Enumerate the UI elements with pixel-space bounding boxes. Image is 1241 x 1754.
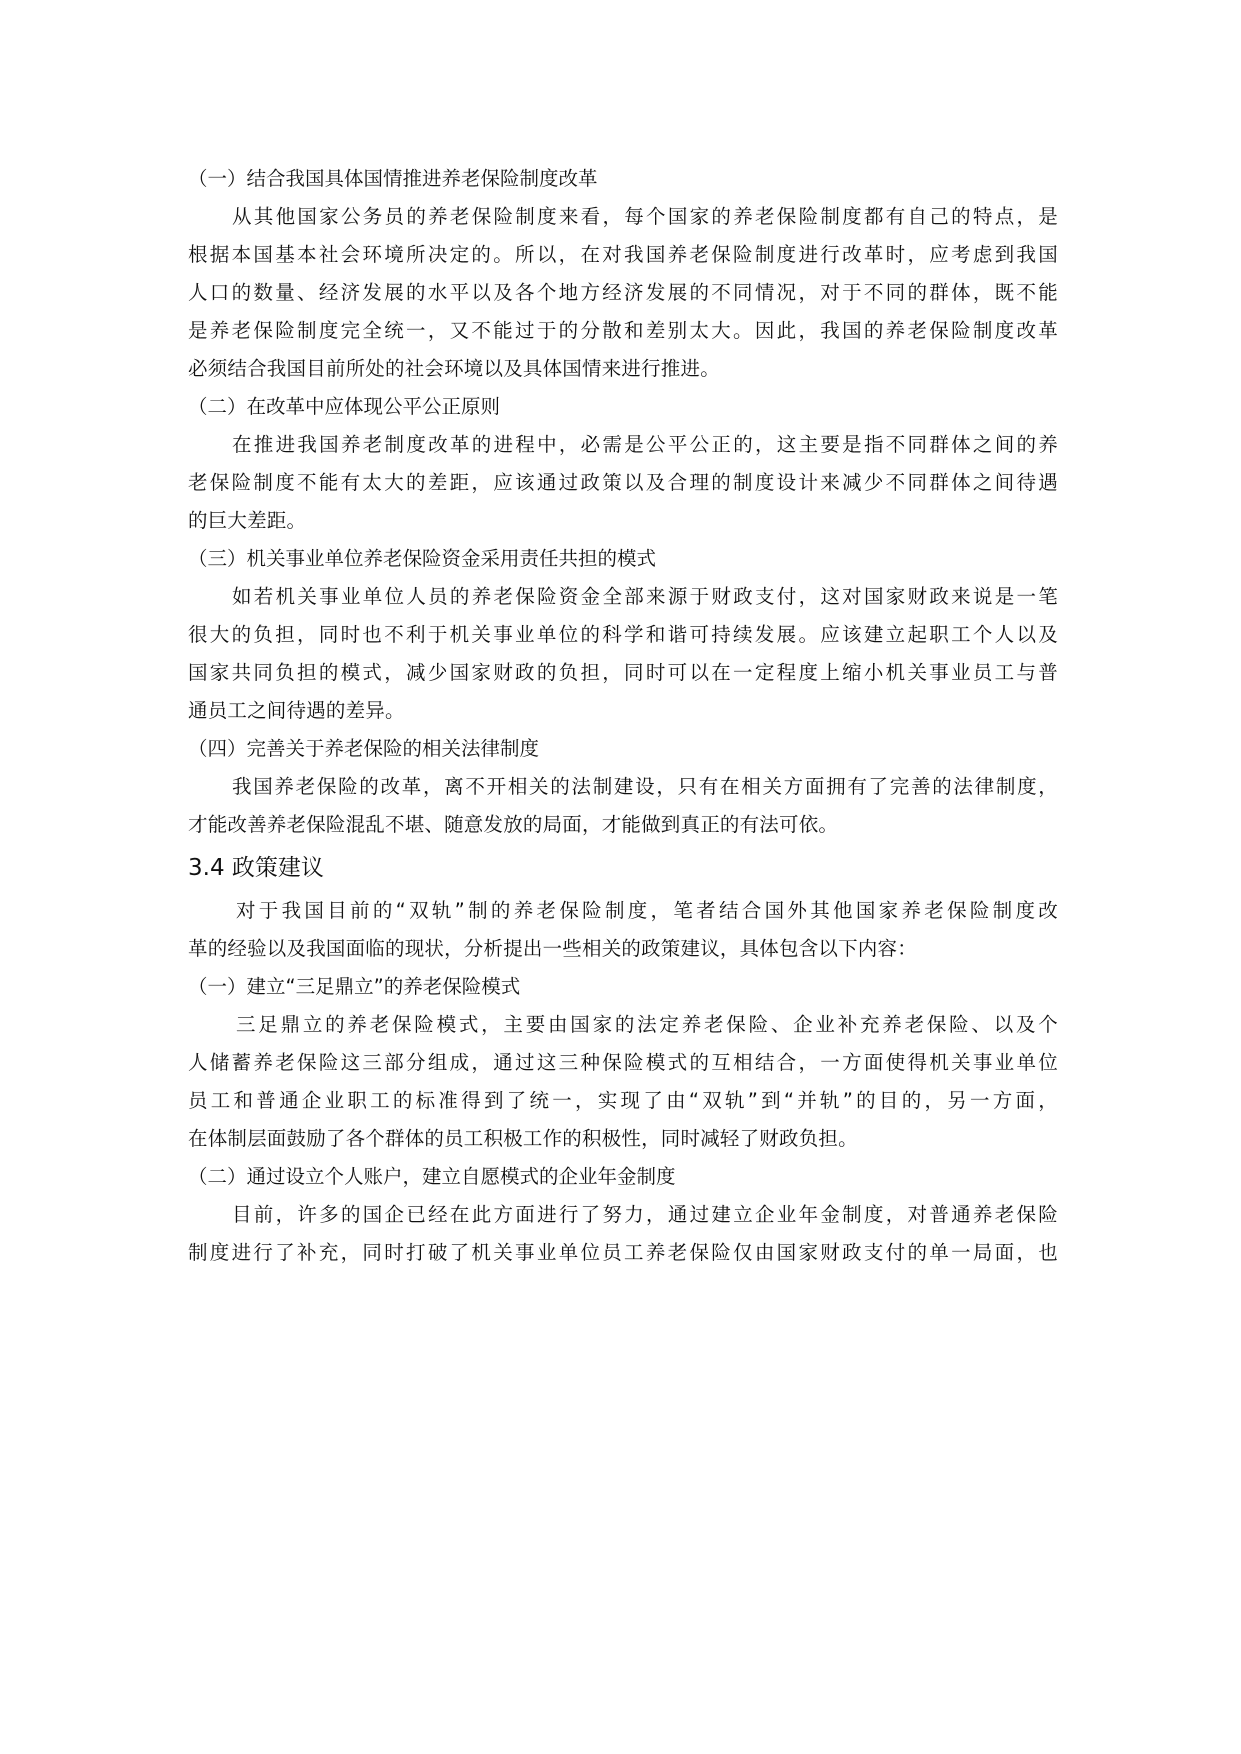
paragraph <box>188 1006 1058 1158</box>
subsection-heading: （二）在改革中应体现公平公正原则 <box>188 395 501 418</box>
paragraph-line: 通员工之间待遇的差异。 <box>188 699 405 722</box>
paragraph-line: 三足鼎立的养老保险模式，主要由国家的法定养老保险、企业补充养老保险、以及个 <box>236 1013 1058 1036</box>
paragraph-line: 我国养老保险的改革，离不开相关的法制建设，只有在相关方面拥有了完善的法律制度， <box>232 775 1058 798</box>
paragraph-line: 是养老保险制度完全统一，又不能过于的分散和差别太大。因此，我国的养老保险制度改革 <box>188 319 1058 342</box>
paragraph-line: 如若机关事业单位人员的养老保险资金全部来源于财政支付，这对国家财政来说是一笔 <box>232 585 1058 608</box>
paragraph-line: 的巨大差距。 <box>188 509 307 532</box>
paragraph-line: 员工和普通企业职工的标准得到了统一，实现了由“双轨”到“并轨”的目的，另一方面， <box>188 1089 1058 1112</box>
subsection-heading: （一）建立“三足鼎立”的养老保险模式 <box>188 975 521 998</box>
paragraph-line: 在推进我国养老制度改革的进程中，必需是公平公正的，这主要是指不同群体之间的养 <box>232 433 1058 456</box>
subsection-heading: （三）机关事业单位养老保险资金采用责任共担的模式 <box>188 547 657 570</box>
paragraph-line: 人口的数量、经济发展的水平以及各个地方经济发展的不同情况，对于不同的群体，既不能 <box>188 281 1058 304</box>
paragraph <box>188 198 1058 388</box>
subsection-heading: （二）通过设立个人账户，建立自愿模式的企业年金制度 <box>188 1165 676 1188</box>
paragraph-line: 制度进行了补充，同时打破了机关事业单位员工养老保险仅由国家财政支付的单一局面，也 <box>188 1241 1058 1264</box>
section-heading: 3.4 政策建议 <box>188 855 324 881</box>
paragraph-line: 革的经验以及我国面临的现状，分析提出一些相关的政策建议，具体包含以下内容： <box>188 937 917 960</box>
subsection-heading: （四）完善关于养老保险的相关法律制度 <box>188 737 540 760</box>
document-body <box>188 160 1058 1272</box>
paragraph-line: 在体制层面鼓励了各个群体的员工积极工作的积极性，同时减轻了财政负担。 <box>188 1127 858 1150</box>
paragraph-line: 老保险制度不能有太大的差距，应该通过政策以及合理的制度设计来减少不同群体之间待遇 <box>188 471 1058 494</box>
paragraph-line: 从其他国家公务员的养老保险制度来看，每个国家的养老保险制度都有自己的特点，是 <box>232 205 1058 228</box>
paragraph <box>188 892 1058 968</box>
paragraph-line: 国家共同负担的模式，减少国家财政的负担，同时可以在一定程度上缩小机关事业员工与普 <box>188 661 1058 684</box>
paragraph-line: 必须结合我国目前所处的社会环境以及具体国情来进行推进。 <box>188 357 720 380</box>
paragraph <box>188 1196 1058 1272</box>
paragraph-line: 对于我国目前的“双轨”制的养老保险制度，笔者结合国外其他国家养老保险制度改 <box>236 899 1058 922</box>
paragraph-line: 人储蓄养老保险这三部分组成，通过这三种保险模式的互相结合，一方面使得机关事业单位 <box>188 1051 1058 1074</box>
paragraph-line: 目前，许多的国企已经在此方面进行了努力，通过建立企业年金制度，对普通养老保险 <box>232 1203 1058 1226</box>
paragraph-line: 很大的负担，同时也不利于机关事业单位的科学和谐可持续发展。应该建立起职工个人以及 <box>188 623 1058 646</box>
paragraph <box>188 426 1058 540</box>
subsection-heading: （一）结合我国具体国情推进养老保险制度改革 <box>188 167 598 190</box>
paragraph <box>188 768 1058 844</box>
paragraph-line: 才能改善养老保险混乱不堪、随意发放的局面，才能做到真正的有法可依。 <box>188 813 839 836</box>
paragraph <box>188 578 1058 730</box>
paragraph-line: 根据本国基本社会环境所决定的。所以，在对我国养老保险制度进行改革时，应考虑到我国 <box>188 243 1058 266</box>
